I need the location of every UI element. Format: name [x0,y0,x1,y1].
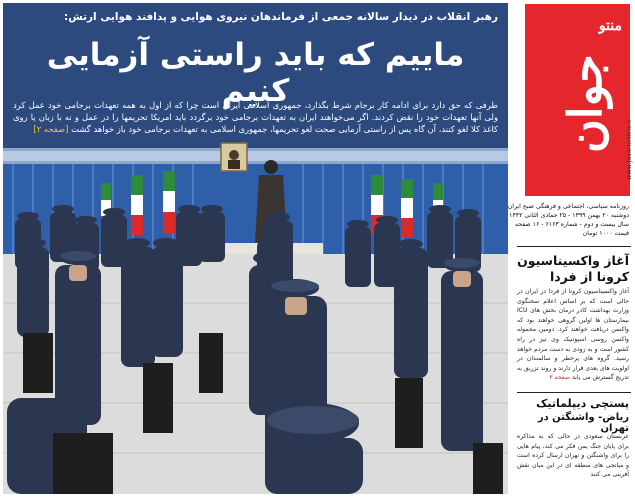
lead-headline: ماییم که باید راستی آزمایی کنیم [46,37,465,109]
lead-body [13,99,498,136]
story1-page-ref: صفحه ۳ [549,374,571,382]
issue-info-line: قیمت ۱۰۰۰ تومان [582,230,629,237]
masthead [513,0,635,200]
story1-body [517,287,629,383]
story2-kicker: پستچی دیپلماتیک [536,397,629,410]
issue-info [507,202,629,238]
lead-page-ref: [صفحه ۲] [33,124,69,135]
issue-info-line: دوشنبه ۲۰ بهمن ۱۳۹۹ - ۲۵ جمادی الثانی ۱۴۴۲ [509,212,629,219]
story2-title: ریاض- واشنگتن در تهران [537,412,629,434]
divider [517,246,631,247]
lead-photo [3,3,508,494]
logo [525,4,630,196]
story2-body: عربستان سعودی در حالی که به مذاکره برای پایان جنگ یمن فکر می کند، پیام هایی را برای واشنگتن و تهران ارسال کرده است و میانجی های منطقه ای در این میان نقش آفرینی می کنند [517,433,629,479]
website-url: www.javanonline.ir [625,118,633,180]
issue-info-line: روزنامه سیاسی، اجتماعی و فرهنگی صبح ایران [507,203,629,210]
story1-title: آغاز واکسیناسیون کرونا از فردا [517,253,629,284]
issue-info-line: سال بیست و دوم - شماره ۶۱۶۳ - ۱۶ صفحه [514,221,629,228]
logo-subtitle: منتو [598,18,622,34]
logo-word: جوان [558,54,612,154]
lead-kicker: رهبر انقلاب در دیدار سالانه جمعی از فرماندهان نیروی هوایی و پدافند هوایی ارتش: [64,11,498,23]
divider [517,392,631,393]
lead-body-text: طرفی که حق دارد برای ادامه کار برجام شرط بگذارد، جمهوری اسلامی ایران است چرا که از اول به همه تعهدات برجامی خود عمل کرد ولی آنها تعهدات خود را نقض کردند. اگر می‌خواهند ایران به تعهدات برجامی خود برگردد باید امریکا تحریمها را در عمل و نه با زبان یا روی کاغذ کلا لغو کنند، آن گاه پس از راستی آزمایی صحت لغو تحریمها، جمهوری اسلامی به تعهدات برجامی خود باز خواهد گشت [13,100,498,135]
story1-body-text: آغاز واکسیناسیون کرونا از فردا در ایران در حالی است که بر اساس اعلام سخنگوی وزارت بهداشت کادر درمان بخش های ICU بیمارستان ها اولین گروهی خواهند بود که واکسن دریافت خواهند کرد. دومین محموله واکسن روسی اسپوتنیک وی نیز در راه کشور است و به زودی به دست مردم خواهد رسید. گروه های پرخطر و سالمندان در اولویت های بعدی قرار دارند و روند تزریق به تدریج گسترش می یابد [517,288,629,382]
